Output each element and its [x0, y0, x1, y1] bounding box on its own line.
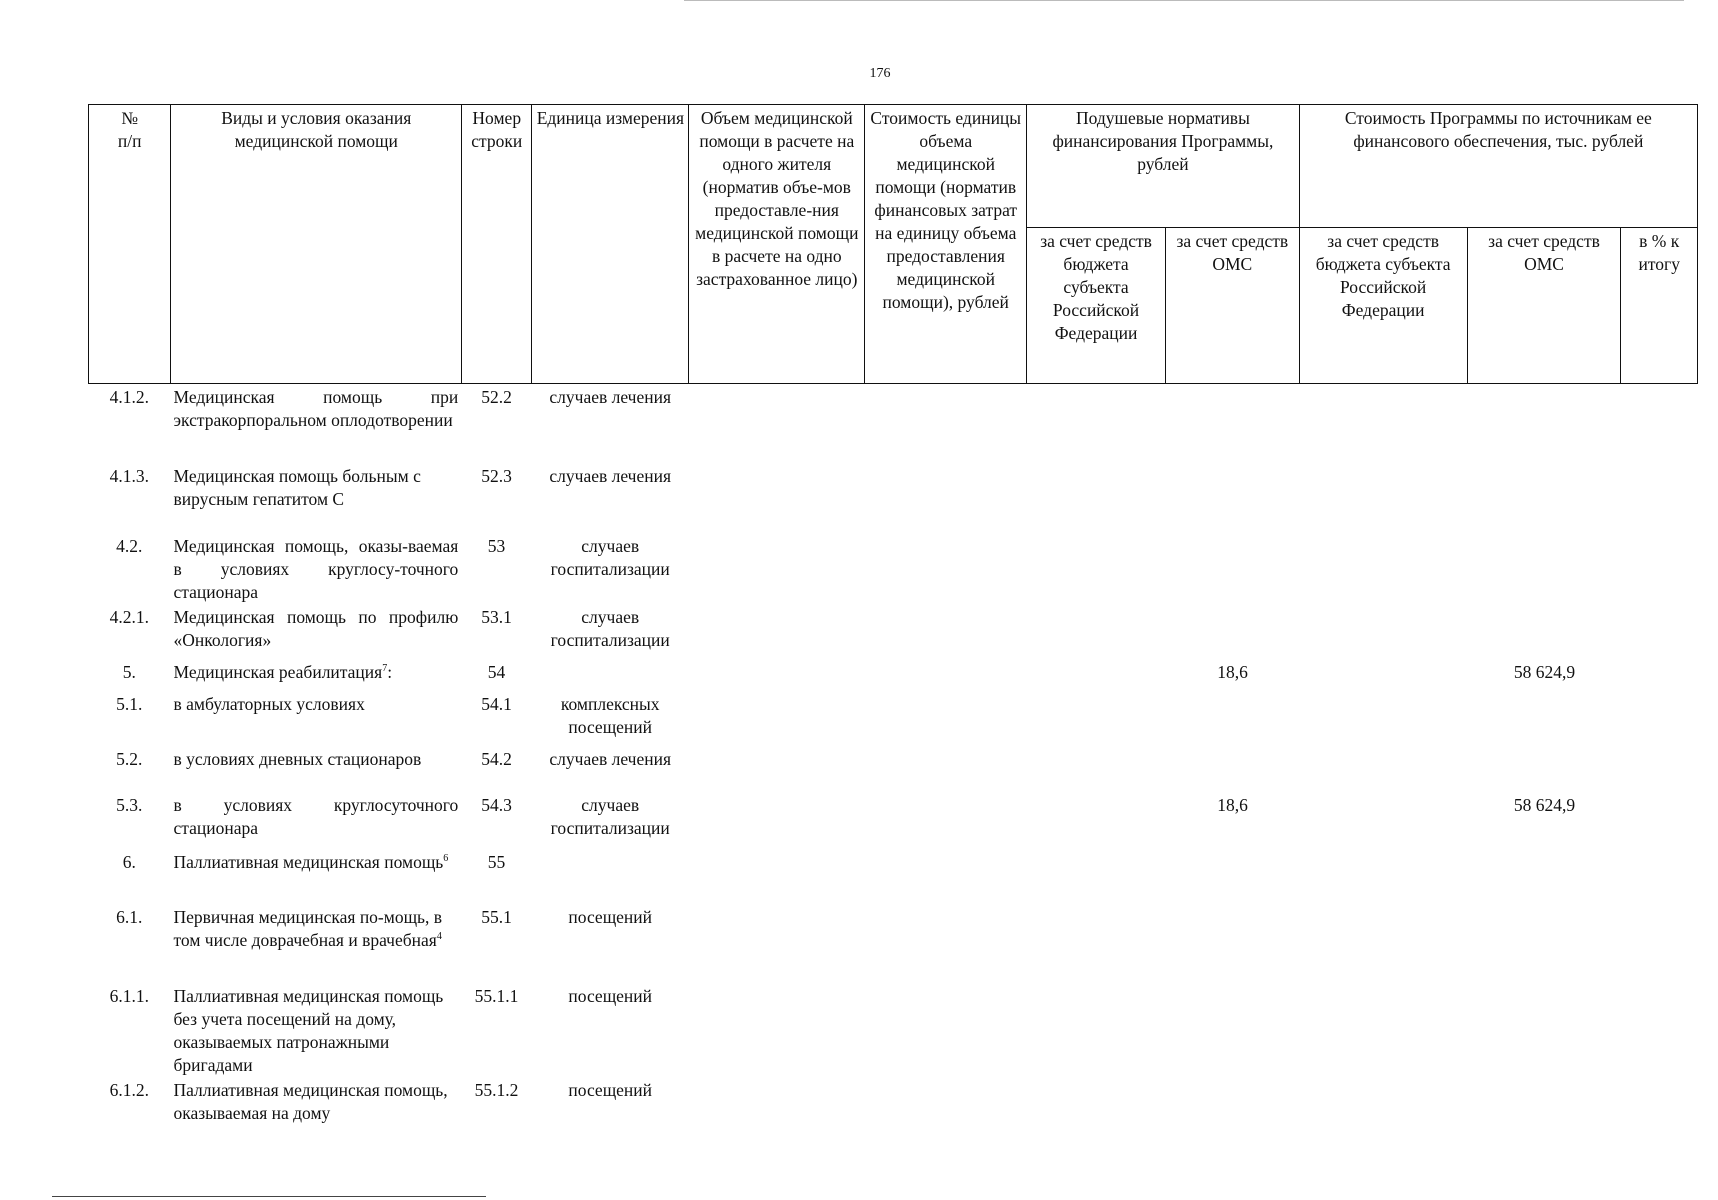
row-volume: [689, 904, 865, 983]
footnote-marker: 6: [443, 853, 449, 865]
row-number: 6.1.: [116, 907, 143, 927]
row-unit: комплексных посещений: [560, 694, 660, 737]
row-description-text: Паллиативная медицинская помощь, оказываемая на дому: [173, 1080, 448, 1123]
row-description: [171, 1077, 462, 1137]
table-row: [88, 384, 1698, 463]
row-program-budget: [1299, 1077, 1467, 1137]
row-percent: [1621, 533, 1698, 604]
row-per-capita-oms: [1166, 904, 1300, 983]
row-description: [171, 533, 462, 604]
row-number: 6.1.1.: [109, 986, 149, 1006]
row-number: 5.: [122, 662, 136, 682]
footnote-marker: 7: [382, 663, 388, 675]
row-number: 4.1.3.: [109, 466, 149, 486]
header-sub-percent: в % к итогу: [1621, 228, 1698, 384]
row-program-budget: [1299, 849, 1467, 904]
header-col-line: Номер строки: [462, 105, 532, 384]
row-percent: [1621, 463, 1698, 533]
row-program-oms: [1468, 604, 1622, 659]
row-cost: [865, 533, 1027, 604]
row-cost: [865, 792, 1027, 849]
page-number: 176: [869, 66, 891, 81]
row-per-capita-budget: [1027, 1077, 1166, 1137]
row-program-oms: [1468, 849, 1622, 904]
row-percent: [1621, 659, 1698, 691]
row-description-text: в амбулаторных условиях: [173, 694, 365, 714]
row-program-budget: [1299, 384, 1467, 463]
row-program-budget: [1299, 604, 1467, 659]
row-per-capita-oms: [1166, 691, 1300, 746]
header-col-cost: Стоимость единицы объема медицинской помощи (норматив финансовых затрат на единицу объема предоставления медицинской помощи), рублей: [865, 105, 1027, 384]
row-volume: [689, 659, 865, 691]
row-unit: случаев лечения: [549, 466, 672, 486]
row-cost: [865, 384, 1027, 463]
table-row: [88, 983, 1698, 1077]
row-program-budget: [1299, 746, 1467, 792]
header-col-num: № п/п: [89, 105, 171, 384]
row-volume: [689, 983, 865, 1077]
table-row: [88, 691, 1698, 746]
row-line-number: 53: [487, 536, 506, 556]
row-per-capita-budget: [1027, 792, 1166, 849]
row-line-number: 54.3: [481, 795, 512, 815]
row-description-text: Медицинская помощь, оказы-ваемая в условиях круглосу-точного стационара: [173, 536, 459, 602]
row-per-capita-budget: [1027, 604, 1166, 659]
row-percent: [1621, 746, 1698, 792]
row-percent: [1621, 849, 1698, 904]
row-line-number: 55.1: [481, 907, 512, 927]
table-row: [88, 904, 1698, 983]
row-number: 5.3.: [116, 795, 143, 815]
row-unit: случаев лечения: [549, 749, 672, 769]
row-description: [171, 604, 462, 659]
row-program-budget: [1299, 463, 1467, 533]
row-description-text: Первичная медицинская по-мощь, в том числе доврачебная и врачебная: [173, 907, 443, 950]
row-per-capita-oms: [1166, 604, 1300, 659]
row-description-text: в условиях круглосуточного стационара: [173, 795, 459, 838]
row-unit: посещений: [568, 907, 653, 927]
table-row: [88, 659, 1698, 691]
header-col-unit: Единица измерения: [532, 105, 689, 384]
row-program-budget: [1299, 691, 1467, 746]
table-header: [88, 104, 1698, 384]
row-line-number: 55: [487, 852, 506, 872]
row-volume: [689, 384, 865, 463]
row-volume: [689, 746, 865, 792]
row-program-budget: [1299, 659, 1467, 691]
row-unit: посещений: [568, 986, 653, 1006]
header-col-volume: Объем медицинской помощи в расчете на одного жителя (норматив объе-мов предоставле-ния медицинской помощи в расчете на одно застрахованное лицо): [689, 105, 865, 384]
footnote-rule: [52, 1196, 486, 1197]
row-unit: [532, 659, 689, 691]
row-program-budget: [1299, 533, 1467, 604]
row-volume: [689, 691, 865, 746]
row-volume: [689, 463, 865, 533]
row-number: 5.2.: [116, 749, 143, 769]
row-unit: случаев лечения: [549, 387, 672, 407]
row-percent: [1621, 904, 1698, 983]
row-program-oms: [1468, 983, 1622, 1077]
table-row: [88, 792, 1698, 849]
row-description: [171, 983, 462, 1077]
row-description-text: Паллиативная медицинская помощь: [173, 852, 444, 872]
header-sub-budget: за счет средств бюджета субъекта Российской Федерации: [1027, 228, 1166, 384]
row-volume: [689, 533, 865, 604]
row-per-capita-budget: [1027, 659, 1166, 691]
row-description-text: Медицинская помощь по профилю «Онкология»: [173, 607, 459, 650]
table-row: [88, 1077, 1698, 1137]
row-unit: [532, 849, 689, 904]
row-per-capita-oms: [1166, 384, 1300, 463]
row-line-number: 52.2: [481, 387, 512, 407]
row-program-oms: [1468, 463, 1622, 533]
row-description-text: Медицинская помощь больным с вирусным гепатитом С: [173, 466, 421, 509]
row-description: [171, 691, 462, 746]
row-program-oms: 58 624,9: [1513, 795, 1576, 815]
row-description: [171, 384, 462, 463]
row-cost: [865, 849, 1027, 904]
row-per-capita-budget: [1027, 983, 1166, 1077]
row-line-number: 55.1.1: [474, 986, 519, 1006]
row-program-oms: 58 624,9: [1513, 662, 1576, 682]
row-percent: [1621, 604, 1698, 659]
row-per-capita-budget: [1027, 463, 1166, 533]
row-program-budget: [1299, 983, 1467, 1077]
row-per-capita-oms: [1166, 746, 1300, 792]
row-unit: случаев госпитализации: [550, 536, 670, 579]
row-line-number: 54.1: [481, 694, 512, 714]
table-row: [88, 746, 1698, 792]
row-number: 4.1.2.: [109, 387, 149, 407]
table-body: [88, 384, 1698, 1137]
row-line-number: 53.1: [481, 607, 512, 627]
row-cost: [865, 1077, 1027, 1137]
row-program-oms: [1468, 691, 1622, 746]
row-number: 6.1.2.: [109, 1080, 149, 1100]
table-row: [88, 604, 1698, 659]
row-per-capita-budget: [1027, 849, 1166, 904]
row-volume: [689, 1077, 865, 1137]
row-percent: [1621, 983, 1698, 1077]
row-per-capita-oms: [1166, 983, 1300, 1077]
row-per-capita-budget: [1027, 533, 1166, 604]
header-sub-oms: за счет средств ОМС: [1165, 228, 1299, 384]
row-per-capita-budget: [1027, 904, 1166, 983]
row-volume: [689, 604, 865, 659]
row-cost: [865, 463, 1027, 533]
row-unit: посещений: [568, 1080, 653, 1100]
row-description: [171, 849, 462, 904]
row-per-capita-oms: 18,6: [1217, 662, 1248, 682]
row-per-capita-oms: [1166, 849, 1300, 904]
row-description: [171, 659, 462, 691]
header-group-program-cost: Стоимость Программы по источникам ее финансового обеспечения, тыс. рублей: [1299, 105, 1697, 228]
row-program-oms: [1468, 384, 1622, 463]
row-description: [171, 463, 462, 533]
row-cost: [865, 904, 1027, 983]
row-per-capita-oms: [1166, 533, 1300, 604]
row-program-budget: [1299, 792, 1467, 849]
row-line-number: 52.3: [481, 466, 512, 486]
row-program-oms: [1468, 904, 1622, 983]
row-line-number: 54: [487, 662, 506, 682]
row-cost: [865, 659, 1027, 691]
row-per-capita-budget: [1027, 691, 1166, 746]
row-description-tail: :: [387, 662, 393, 682]
row-description-text: Медицинская реабилитация: [173, 662, 383, 682]
header-sub-prog-oms: за счет средств ОМС: [1467, 228, 1621, 384]
row-cost: [865, 604, 1027, 659]
row-cost: [865, 746, 1027, 792]
footnote-marker: 4: [436, 931, 442, 943]
row-percent: [1621, 792, 1698, 849]
header-group-per-capita: Подушевые нормативы финансирования Программы, рублей: [1027, 105, 1300, 228]
row-line-number: 55.1.2: [474, 1080, 519, 1100]
row-number: 5.1.: [116, 694, 143, 714]
scan-edge-line: [684, 0, 1684, 1]
header-col-types: Виды и условия оказания медицинской помощи: [171, 105, 462, 384]
row-number: 4.2.1.: [109, 607, 149, 627]
row-description: [171, 746, 462, 792]
row-per-capita-oms: 18,6: [1217, 795, 1248, 815]
row-cost: [865, 691, 1027, 746]
row-line-number: 54.2: [481, 749, 512, 769]
row-program-oms: [1468, 1077, 1622, 1137]
row-description-text: Медицинская помощь при экстракорпоральном оплодотворении: [173, 387, 459, 430]
row-percent: [1621, 691, 1698, 746]
table-row: [88, 533, 1698, 604]
row-description: [171, 904, 462, 983]
table-row: [88, 849, 1698, 904]
row-percent: [1621, 1077, 1698, 1137]
row-description: [171, 792, 462, 849]
row-description-text: в условиях дневных стационаров: [173, 749, 422, 769]
row-volume: [689, 849, 865, 904]
row-program-budget: [1299, 904, 1467, 983]
row-program-oms: [1468, 746, 1622, 792]
row-volume: [689, 792, 865, 849]
table-row: [88, 463, 1698, 533]
header-sub-prog-budget: за счет средств бюджета субъекта Российской Федерации: [1299, 228, 1467, 384]
row-per-capita-budget: [1027, 384, 1166, 463]
row-unit: случаев госпитализации: [550, 795, 670, 838]
row-per-capita-oms: [1166, 1077, 1300, 1137]
row-description-text: Паллиативная медицинская помощь без учета посещений на дому, оказываемых патронажными бригадами: [173, 986, 444, 1075]
row-per-capita-oms: [1166, 463, 1300, 533]
row-unit: случаев госпитализации: [550, 607, 670, 650]
row-program-oms: [1468, 533, 1622, 604]
row-number: 4.2.: [116, 536, 143, 556]
row-per-capita-budget: [1027, 746, 1166, 792]
row-percent: [1621, 384, 1698, 463]
row-number: 6.: [122, 852, 136, 872]
row-cost: [865, 983, 1027, 1077]
